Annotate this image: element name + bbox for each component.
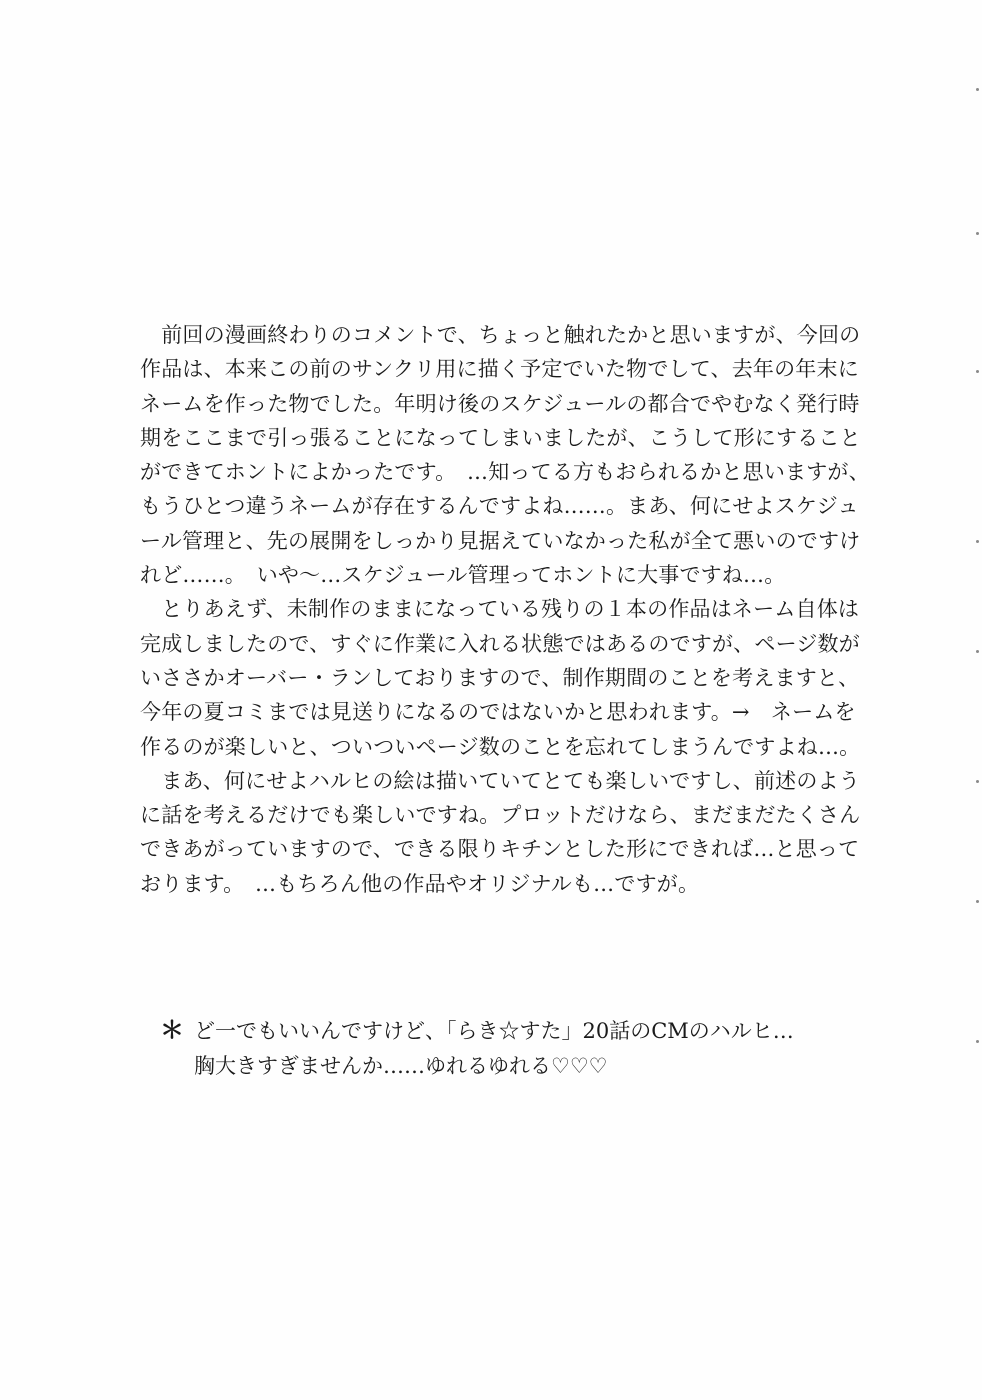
text-line: できあがっていますので、できる限りキチンとした形にできれば…と思って [140, 837, 860, 862]
page-edge-marks [970, 0, 982, 1400]
text-line: もうひとつ違うネームが存在するんですよね……。まあ、何にせよスケジュ [140, 494, 859, 519]
text-line: いささかオーバー・ランしておりますので、制作期間のことを考えますと、 [140, 665, 860, 690]
footnote-line [160, 1012, 840, 1048]
footnote-text-2: 胸大きすぎませんか……ゆれるゆれる♡♡♡ [194, 1054, 608, 1078]
text-line: ネームを作った物でした。年明け後のスケジュールの都合でやむなく発行時 [140, 391, 860, 416]
edge-mark [976, 232, 979, 235]
edge-mark [976, 88, 979, 91]
footnote-line [160, 1048, 840, 1084]
text-line: 今年の夏コミまでは見送りになるのではないかと思われます。→ ネームを [140, 700, 856, 725]
edge-mark [976, 540, 979, 543]
text-line: れど……。 いや～…スケジュール管理ってホントに大事ですね…。 [140, 563, 786, 588]
text-line: ができてホントによかったです。 …知ってる方もおられるかと思いますが、 [140, 460, 870, 485]
text-line: 作品は、本来この前のサンクリ用に描く予定でいた物でして、去年の年末に [140, 357, 859, 382]
text-line: おります。 …もちろん他の作品やオリジナルも…ですが。 [140, 871, 700, 896]
text-line: に話を考えるだけでも楽しいですね。プロットだけなら、まだまだたくさん [140, 803, 861, 828]
text-line: ール管理と、先の展開をしっかり見据えていなかった私が全て悪いのですけ [140, 528, 861, 553]
text-line: 期をここまで引っ張ることになってしまいましたが、こうして形にすること [140, 425, 861, 450]
edge-mark [976, 650, 979, 653]
edge-mark [976, 370, 979, 373]
footnote [160, 1012, 840, 1084]
text-line: とりあえず、未制作のままになっている残りの１本の作品はネーム自体は [140, 597, 860, 622]
edge-mark [976, 1040, 979, 1043]
text-line: まあ、何にせよハルヒの絵は描いていてとても楽しいですし、前述のよう [140, 768, 860, 793]
edge-mark [976, 900, 979, 903]
text-line: 作るのが楽しいと、ついついページ数のことを忘れてしまうんですよね…。 [140, 734, 861, 759]
text-line: 前回の漫画終わりのコメントで、ちょっと触れたかと思いますが、今回の [140, 323, 861, 347]
footnote-text-1: ど一でもいいんですけど、「らき☆すた」20話のCMのハルヒ… [194, 1019, 794, 1043]
text-line: 完成しましたので、すぐに作業に入れる状態ではあるのですが、ページ数が [140, 631, 860, 656]
afterword-text [140, 318, 870, 901]
edge-mark [976, 780, 979, 783]
asterisk-marker: ＊ [160, 1015, 184, 1044]
